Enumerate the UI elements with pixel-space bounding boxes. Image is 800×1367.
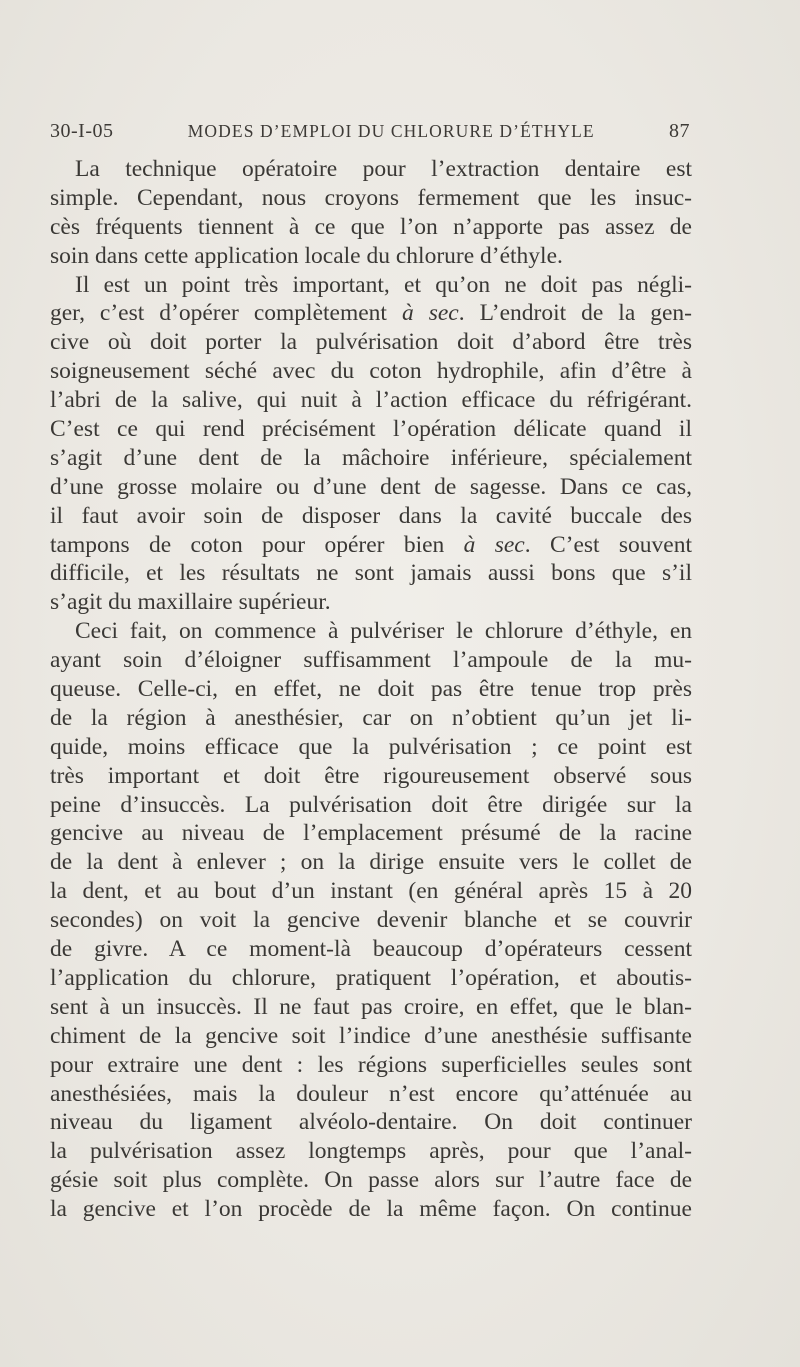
text-line: pour extraire une dent : les régions superficielles seules sont (50, 1051, 692, 1078)
text-line: s’agit du maxillaire supérieur. (50, 589, 331, 616)
body-text (50, 155, 692, 1224)
text-line: l’application du chlorure, pratiquent l’opération, et aboutis- (50, 964, 692, 991)
header-title: MODES D’EMPLOI DU CHLORURE D’ÉTHYLE (187, 121, 595, 141)
text-line: peine d’insuccès. La pulvérisation doit être dirigée sur la (50, 791, 692, 818)
text-line: de la dent à enlever ; on la dirige ensuite vers le collet de (50, 849, 692, 876)
text-line: difficile, et les résultats ne sont jamais aussi bons que s’il (50, 560, 692, 587)
text-line: gencive au niveau de l’emplacement présumé de la racine (50, 820, 692, 847)
text-line: Ceci fait, on commence à pulvériser le chlorure d’éthyle, en (75, 618, 692, 645)
text-line: soin dans cette application locale du chlorure d’éthyle. (50, 242, 563, 269)
text-line: soigneusement séché avec du coton hydrophile, afin d’être à (50, 358, 692, 385)
page-number: 87 (669, 120, 690, 142)
text-line: quide, moins efficace que la pulvérisation ; ce point est (50, 733, 692, 760)
text-line: anesthésiées, mais la douleur n’est encore qu’atténuée au (50, 1080, 692, 1107)
text-line: l’abri de la salive, qui nuit à l’action efficace du réfrigérant. (50, 387, 692, 414)
header-date: 30-I-05 (50, 120, 114, 142)
text-line: sent à un insuccès. Il ne faut pas croire, en effet, que le blan- (50, 993, 692, 1020)
text-line: il faut avoir soin de disposer dans la cavité buccale des (50, 502, 692, 529)
text-line: de givre. A ce moment-là beaucoup d’opérateurs cessent (50, 936, 692, 963)
text-line: ger, c’est d’opérer complètement à sec. L’endroit de la gen- (50, 300, 692, 327)
text-line: d’une grosse molaire ou d’une dent de sagesse. Dans ce cas, (50, 473, 692, 500)
text-line: tampons de coton pour opérer bien à sec. C’est souvent (50, 531, 692, 558)
text-line: cès fréquents tiennent à ce que l’on n’apporte pas assez de (50, 213, 692, 240)
text-line: niveau du ligament alvéolo-dentaire. On doit continuer (50, 1109, 692, 1136)
text-line: la pulvérisation assez longtemps après, pour que l’anal- (50, 1138, 692, 1165)
running-head (50, 120, 690, 150)
text-line: gésie soit plus complète. On passe alors sur l’autre face de (50, 1167, 692, 1194)
text-line: très important et doit être rigoureusement observé sous (50, 762, 692, 789)
text-line: secondes) on voit la gencive devenir blanche et se couvrir (50, 907, 692, 934)
text-line: la dent, et au bout d’un instant (en général après 15 à 20 (50, 878, 692, 905)
text-line: Il est un point très important, et qu’on ne doit pas négli- (75, 271, 692, 298)
text-line: s’agit d’une dent de la mâchoire inférieure, spécialement (50, 444, 692, 471)
text-line: queuse. Celle-ci, en effet, ne doit pas être tenue trop près (50, 676, 692, 703)
text-line: C’est ce qui rend précisément l’opération délicate quand il (50, 416, 692, 443)
text-line: ayant soin d’éloigner suffisamment l’ampoule de la mu- (50, 647, 692, 674)
text-line: La technique opératoire pour l’extraction dentaire est (75, 156, 692, 182)
text-line: de la région à anesthésier, car on n’obtient qu’un jet li- (50, 704, 692, 731)
text-line: chiment de la gencive soit l’indice d’une anesthésie suffisante (50, 1022, 692, 1049)
text-line: simple. Cependant, nous croyons fermement que les insuc- (50, 184, 692, 211)
text-line: la gencive et l’on procède de la même façon. On continue (50, 1196, 692, 1223)
text-line: cive où doit porter la pulvérisation doit d’abord être très (50, 329, 692, 356)
